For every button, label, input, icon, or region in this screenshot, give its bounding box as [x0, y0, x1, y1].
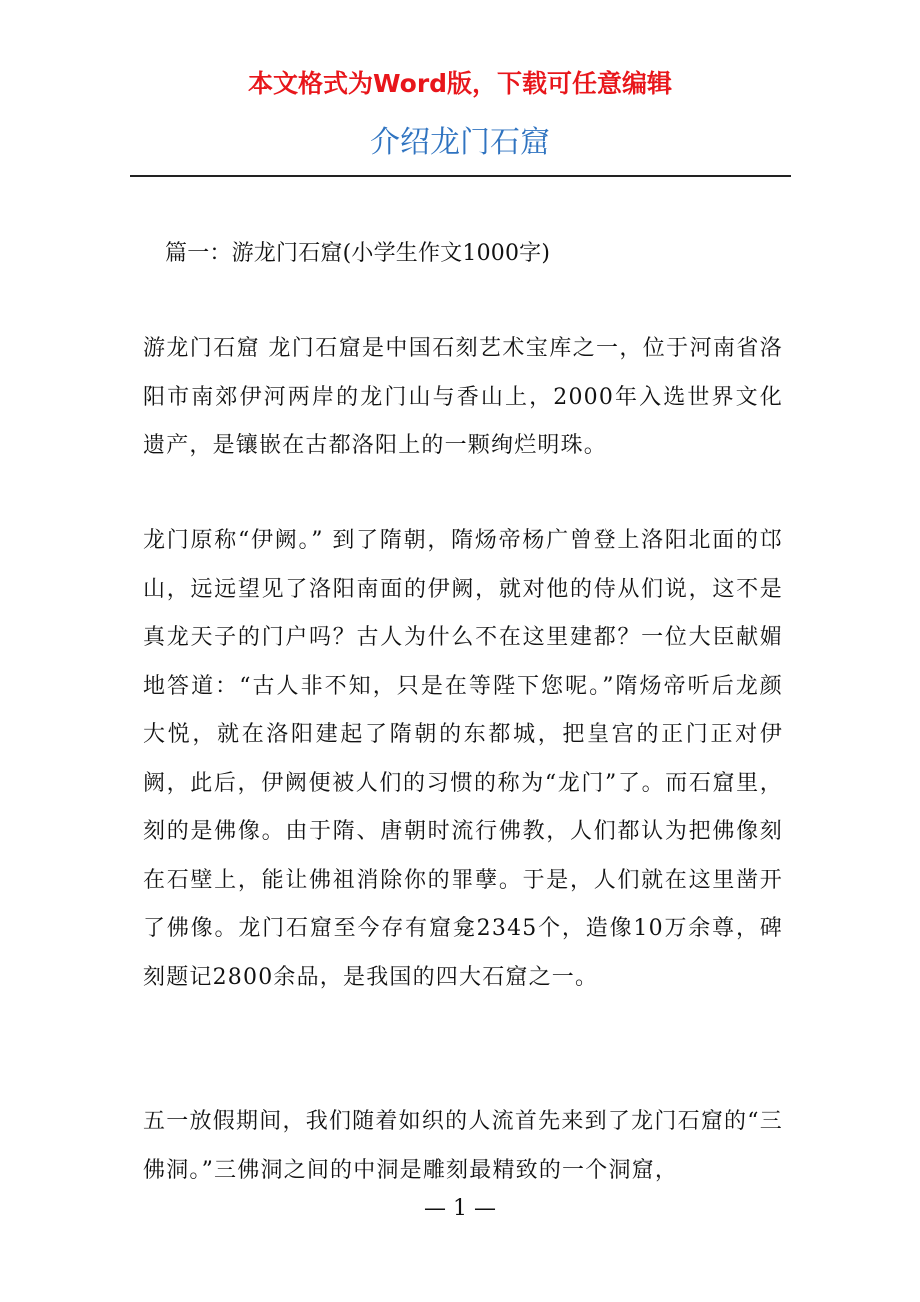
title-divider	[130, 175, 791, 177]
paragraph-intro: 游龙门石窟 龙门石窟是中国石刻艺术宝库之一，位于河南省洛阳市南郊伊河两岸的龙门山与香山上，2000年入选世界文化遗产，是镶嵌在古都洛阳上的一颗绚烂明珠。	[143, 336, 783, 458]
paragraph-history: 龙门原称“伊阙。” 到了隋朝，隋炀帝杨广曾登上洛阳北面的邙山，远远望见了洛阳南面的伊阙，就对他的侍从们说，这不是真龙天子的门户吗？古人为什么不在这里建都？一位大臣献媚地答道：“古人非不知，只是在等陛下您呢。”隋炀帝听后龙颜大悦，就在洛阳建起了隋朝的东都城，把皇宫的正门正对伊阙，此后，伊阙便被人们的习惯的称为“龙门”了。而石窟里，刻的是佛像。由于隋、唐朝时流行佛教，人们都认为把佛像刻在石壁上，能让佛祖消除你的罪孽。于是，人们就在这里凿开了佛像。龙门石窟至今存有窟龛2345个，造像10万余尊，碑刻题记2800余品，是我国的四大石窟之一。	[143, 528, 783, 990]
section-heading: 篇一：游龙门石窟(小学生作文1000字)	[165, 241, 551, 266]
document-title: 介绍龙门石窟	[370, 125, 550, 160]
paragraph-visit: 五一放假期间，我们随着如织的人流首先来到了龙门石窟的“三佛洞。”三佛洞之间的中洞是雕刻最精致的一个洞窟，	[143, 1109, 783, 1183]
page-number: — 1 —	[424, 1196, 496, 1221]
format-notice-banner: 本文格式为Word版，下载可任意编辑	[247, 69, 673, 98]
